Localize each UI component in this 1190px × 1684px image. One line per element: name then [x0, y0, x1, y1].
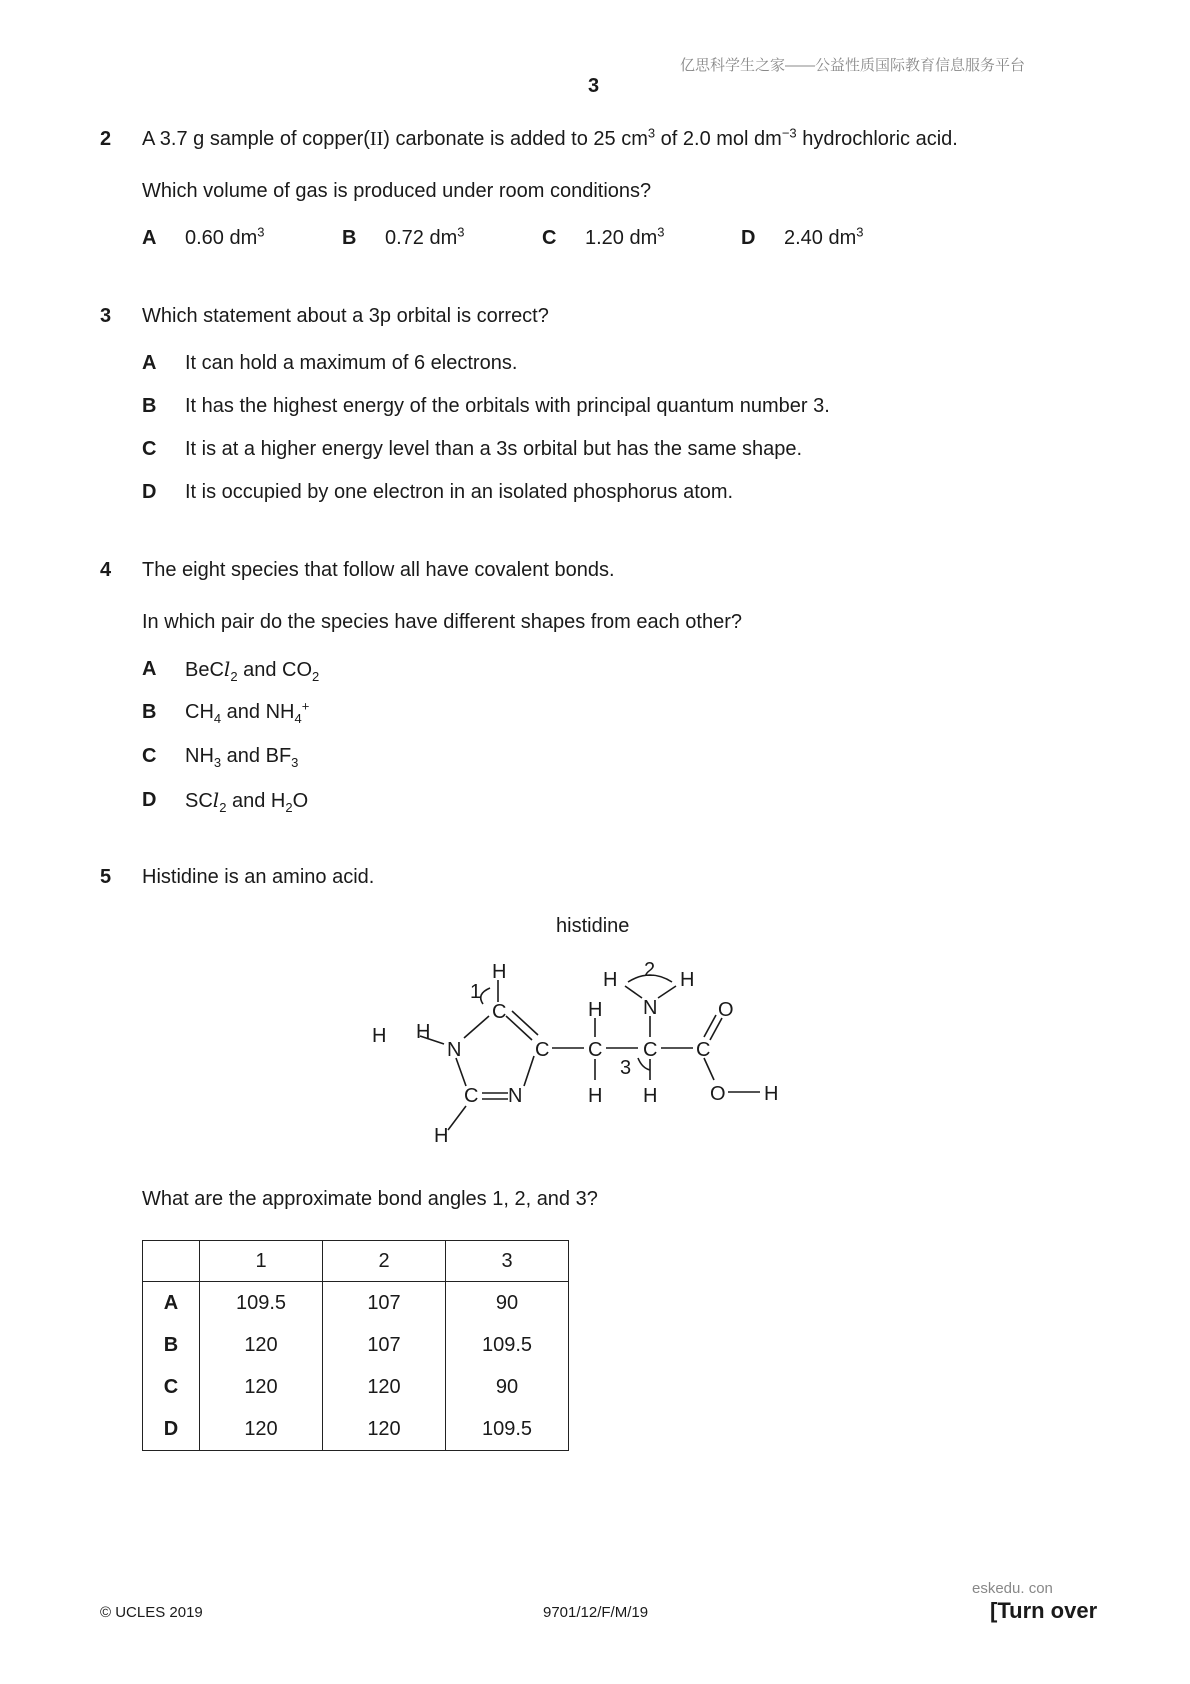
- table-header-cell: 2: [323, 1241, 446, 1282]
- question-text: What are the approximate bond angles 1, 2, and 3?: [142, 1188, 598, 1210]
- question-text: In which pair do the species have different shapes from each other?: [142, 611, 742, 633]
- svg-text:H: H: [680, 969, 695, 991]
- option-letter: B: [142, 701, 157, 723]
- table-cell: 90: [446, 1282, 569, 1325]
- option-letter: C: [142, 438, 157, 460]
- option-letter: C: [142, 745, 157, 767]
- option-text: SCl$_2$ and $H_2O$: [185, 788, 309, 815]
- question-stem: Histidine is an amino acid.: [142, 866, 375, 888]
- option-text: It is occupied by one electron in an isolated phosphorus atom.: [185, 481, 734, 503]
- svg-text:C: C: [464, 1085, 479, 1107]
- svg-text:N: N: [508, 1085, 523, 1107]
- option-text: It has the highest energy of the orbitals with principal quantum number 3.: [185, 395, 830, 417]
- option-text: It can hold a maximum of 6 electrons.: [185, 352, 518, 374]
- option-letter: B: [142, 395, 157, 417]
- table-row: [143, 1282, 569, 1325]
- svg-text:C: C: [643, 1039, 658, 1061]
- svg-text:2: 2: [644, 959, 656, 981]
- site-watermark: eskedu. con: [972, 1580, 1053, 1597]
- question-number: 2: [100, 128, 112, 150]
- option-letter: D: [142, 789, 157, 811]
- svg-text:H: H: [434, 1125, 449, 1147]
- svg-text:H: H: [588, 999, 603, 1021]
- table-cell: 107: [323, 1324, 446, 1366]
- table-header-cell: [143, 1241, 200, 1282]
- table-row: [143, 1366, 569, 1408]
- question-text: Which volume of gas is produced under room conditions?: [142, 180, 652, 202]
- paper-code: 9701/12/F/M/19: [543, 1604, 649, 1621]
- option-letter: B: [342, 227, 357, 249]
- question-stem: The eight species that follow all have covalent bonds.: [142, 559, 615, 581]
- svg-text:H: H: [643, 1085, 658, 1107]
- option-letter: A: [142, 352, 157, 374]
- svg-text:H: H: [492, 961, 507, 983]
- turn-over: [Turn over: [990, 1598, 1098, 1623]
- svg-text:N: N: [447, 1039, 462, 1061]
- svg-text:C: C: [696, 1039, 711, 1061]
- svg-text:3: 3: [620, 1057, 632, 1079]
- option-text: 0.60 $dm^3$: [185, 224, 265, 249]
- table-cell: 120: [323, 1408, 446, 1451]
- svg-text:H: H: [588, 1085, 603, 1107]
- table-cell: 109.5: [200, 1282, 323, 1325]
- svg-text:C: C: [492, 1001, 507, 1023]
- svg-text:C: C: [588, 1039, 603, 1061]
- option-letter: A: [142, 658, 157, 680]
- row-label: D: [143, 1408, 200, 1451]
- copyright: © UCLES 2019: [100, 1604, 203, 1621]
- table-cell: 120: [200, 1408, 323, 1451]
- row-label: B: [143, 1324, 200, 1366]
- svg-text:H: H: [372, 1025, 387, 1047]
- option-text: 0.72 $dm^3$: [385, 224, 465, 249]
- option-letter: D: [142, 481, 157, 503]
- question-number: 3: [100, 305, 112, 327]
- option-text: BeCl$_2$ and $CO_2$: [185, 657, 320, 684]
- page-number: 3: [588, 75, 600, 97]
- question-stem: Which statement about a 3p orbital is correct?: [142, 305, 549, 327]
- svg-text:H: H: [764, 1083, 779, 1105]
- table-cell: 120: [200, 1366, 323, 1408]
- table-header-row: [143, 1241, 569, 1282]
- table-cell: 120: [323, 1366, 446, 1408]
- watermark: 亿思科学生之家——公益性质国际教育信息服务平台: [680, 57, 1026, 74]
- question-number: 4: [100, 559, 112, 581]
- svg-text:H: H: [416, 1021, 431, 1043]
- atom-labels: [372, 961, 778, 1147]
- question-stem: A 3.7 g sample of copper(II) carbonate is added to 25 $cm^3$ of 2.0 mol $dm^{-3}$ hydrochloric acid.: [142, 125, 958, 150]
- option-text: It is at a higher energy level than a 3s orbital but has the same shape.: [185, 438, 803, 460]
- table-cell: 109.5: [446, 1408, 569, 1451]
- option-letter: C: [542, 227, 557, 249]
- table-cell: 120: [200, 1324, 323, 1366]
- option-text: $CH_4$ and $NH_4^+$: [185, 698, 310, 726]
- table-header-cell: 3: [446, 1241, 569, 1282]
- table-cell: 109.5: [446, 1324, 569, 1366]
- svg-text:O: O: [710, 1083, 726, 1105]
- table-cell: 107: [323, 1282, 446, 1325]
- option-text: 2.40 $dm^3$: [784, 224, 864, 249]
- svg-text:1: 1: [470, 981, 482, 1003]
- svg-text:C: C: [535, 1039, 550, 1061]
- svg-text:N: N: [643, 997, 658, 1019]
- svg-text:O: O: [718, 999, 734, 1021]
- histidine-structure: [372, 940, 820, 1180]
- bond-angle-table: [142, 1240, 569, 1451]
- option-text: $NH_3$ and $BF_3$: [185, 745, 299, 770]
- option-letter: D: [741, 227, 756, 249]
- svg-text:H: H: [603, 969, 618, 991]
- table-cell: 90: [446, 1366, 569, 1408]
- diagram-title: histidine: [556, 915, 630, 937]
- row-label: C: [143, 1366, 200, 1408]
- option-letter: A: [142, 227, 157, 249]
- table-row: [143, 1408, 569, 1451]
- table-row: [143, 1324, 569, 1366]
- row-label: A: [143, 1282, 200, 1325]
- option-text: 1.20 $dm^3$: [585, 224, 665, 249]
- table-header-cell: 1: [200, 1241, 323, 1282]
- question-number: 5: [100, 866, 112, 888]
